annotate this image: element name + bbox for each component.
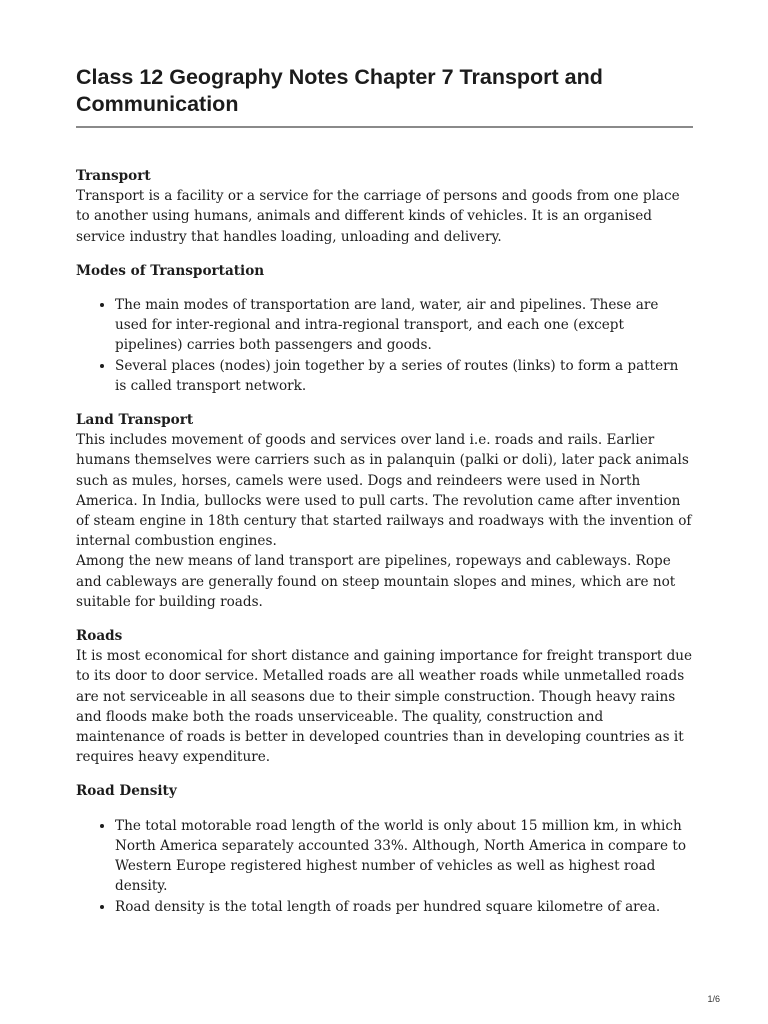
paragraph-land-transport-2: Among the new means of land transport are pipelines, ropeways and cableways. Rope and cableways are generally found on steep mountain slopes and mines, which are not suitable for building roads.	[76, 553, 676, 610]
paragraph-transport: Transport is a facility or a service for the carriage of persons and goods from one place to another using humans, animals and different kinds of vehicles. It is an organised service industry that handles loading, unloading and delivery.	[76, 188, 680, 245]
heading-land-transport: Land Transport	[76, 412, 194, 429]
paragraph-roads: It is most economical for short distance and gaining importance for freight transport due to its door to door service. Metalled roads are all weather roads while unmetalled roads are not serviceable in all seasons due to their simple construction. Though heavy rains and floods make both the roads unserviceable. The quality, construction and maintenance of roads is better in developed countries than in developing countries as it requires heavy expenditure.	[76, 648, 693, 766]
section-transport	[76, 166, 693, 247]
road-density-bullet-list	[76, 816, 693, 917]
list-item: • Road density is the total length of roads per hundred square kilometre of area.	[115, 897, 693, 917]
section-land-transport	[76, 410, 693, 612]
heading-modes-of-transportation: Modes of Transportation	[76, 262, 265, 279]
paragraph-land-transport-1: This includes movement of goods and services over land i.e. roads and rails. Earlier humans themselves were carriers such as in palanquin (palki or doli), later pack animals such as mules, horses, camels were used. Dogs and reindeers were used in North America. In India, bullocks were used to pull carts. The revolution came after invention of steam engine in 18th century that started railways and roadways with the invention of internal combustion engines.	[76, 432, 692, 550]
page-title: Class 12 Geography Notes Chapter 7 Transport and Communication	[76, 64, 693, 128]
document-body	[76, 166, 693, 917]
heading-road-density: Road Density	[76, 783, 177, 800]
modes-bullet-list	[76, 295, 693, 396]
list-item: • Several places (nodes) join together by a series of routes (links) to form a pattern is called transport network.	[115, 356, 693, 396]
list-item: • The total motorable road length of the world is only about 15 million km, in which North America separately accounted 33%. Although, North America in compare to Western Europe registered highest number of vehicles as well as highest road density.	[115, 816, 693, 897]
document-page	[76, 64, 693, 931]
section-road-density	[76, 781, 693, 916]
list-item: • The main modes of transportation are land, water, air and pipelines. These are used for inter-regional and intra-regional transport, and each one (except pipelines) carries both passengers and goods.	[115, 295, 693, 356]
page-number: 1/6	[707, 994, 720, 1004]
section-modes-of-transportation	[76, 261, 693, 396]
heading-roads: Roads	[76, 628, 123, 645]
section-roads	[76, 626, 693, 767]
heading-transport: Transport	[76, 168, 151, 184]
